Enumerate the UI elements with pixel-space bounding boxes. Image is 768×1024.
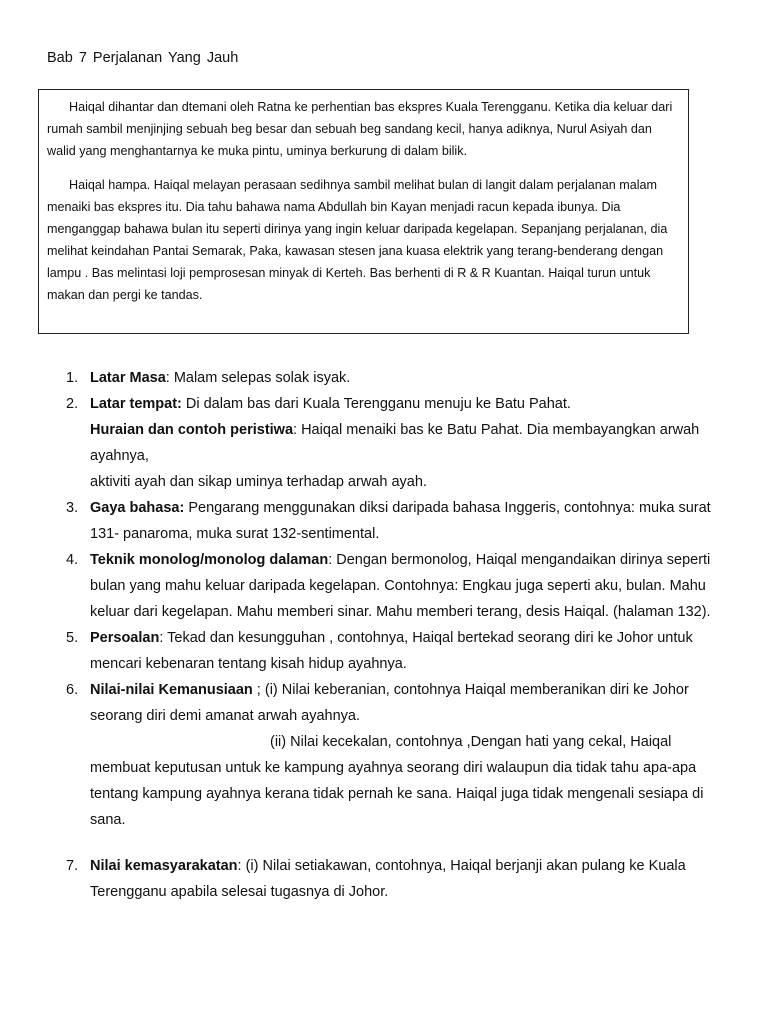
item-number: 1. bbox=[66, 370, 79, 386]
list-item bbox=[66, 853, 726, 905]
item-label: Nilai-nilai Kemanusiaan bbox=[90, 682, 253, 698]
page-title: Bab 7 Perjalanan Yang Jauh bbox=[47, 50, 239, 66]
item-label: Teknik monolog/monolog dalaman bbox=[90, 552, 329, 568]
item-text: : Tekad dan kesungguhan , contohnya, Haiqal bertekad seorang diri ke Johor untuk mencari kebenaran tentang kisah hidup ayahnya. bbox=[90, 630, 693, 672]
item-number: 2. bbox=[66, 396, 79, 412]
item-number: 5. bbox=[66, 630, 79, 646]
list-item bbox=[66, 547, 726, 625]
item-content bbox=[90, 391, 726, 495]
item-number: 3. bbox=[66, 500, 79, 516]
item-sublabel: Huraian dan contoh peristiwa bbox=[90, 422, 294, 438]
item-subtext: : Haiqal menaiki bas ke Batu Pahat. Dia membayangkan arwah ayahnya, bbox=[90, 422, 700, 464]
list-item bbox=[66, 625, 726, 677]
list-item bbox=[66, 677, 726, 833]
item-label: Latar Masa bbox=[90, 370, 166, 386]
item-subtext: (ii) Nilai kecekalan, contohnya ,Dengan hati yang cekal, Haiqal bbox=[270, 734, 672, 750]
item-label: Gaya bahasa: bbox=[90, 500, 185, 516]
item-content bbox=[90, 365, 726, 391]
item-label: Persoalan bbox=[90, 630, 160, 646]
item-content bbox=[90, 625, 726, 677]
item-content bbox=[90, 495, 726, 547]
list-item bbox=[66, 365, 726, 391]
item-text: Di dalam bas dari Kuala Terengganu menuju ke Batu Pahat. bbox=[181, 396, 571, 412]
item-text: : Dengan bermonolog, Haiqal mengandaikan dirinya seperti bulan yang mahu keluar daripada kegelapan. Contohnya: Engkau juga seperti aku, bulan. Mahu keluar dari kegelapan. Mahu memberi sinar. Mahu memberi terang, desis Haiqal. (halaman 132). bbox=[90, 552, 711, 620]
item-number: 6. bbox=[66, 682, 79, 698]
item-content bbox=[90, 677, 726, 833]
list-item bbox=[66, 495, 726, 547]
passage-paragraph-2: Haiqal hampa. Haiqal melayan perasaan sedihnya sambil melihat bulan di langit dalam perjalanan malam menaiki bas ekspres itu. Dia tahu bahawa nama Abdullah bin Kayan menjadi racun kepada ibunya. Dia menganggap bahawa bulan itu seperti dirinya yang ingin keluar daripada kegelapan. Sepanjang perjalanan, dia melihat keindahan Pantai Semarak, Paka, kawasan stesen jana kuasa elektrik yang terang-benderang dengan lampu . Bas melintasi loji pemprosesan minyak di Kerteh. Bas berhenti di R & R Kuantan. Haiqal turun untuk makan dan pergi ke tandas. bbox=[47, 178, 668, 302]
item-label: Nilai kemasyarakatan bbox=[90, 858, 238, 874]
list-item bbox=[66, 391, 726, 495]
passage-box bbox=[38, 89, 689, 334]
item-content bbox=[90, 853, 726, 905]
item-text: ; (i) Nilai keberanian, contohnya Haiqal memberanikan diri ke Johor seorang diri demi amanat arwah ayahnya. bbox=[90, 682, 689, 724]
item-number: 4. bbox=[66, 552, 79, 568]
item-number: 7. bbox=[66, 858, 79, 874]
notes-list bbox=[66, 365, 726, 905]
item-text: Pengarang menggunakan diksi daripada bahasa Inggeris, contohnya: muka surat 131- panaroma, muka surat 132-sentimental. bbox=[90, 500, 711, 542]
item-text: : Malam selepas solak isyak. bbox=[165, 370, 351, 386]
item-text: : (i) Nilai setiakawan, contohnya, Haiqal berjanji akan pulang ke Kuala Terengganu apabila selesai tugasnya di Johor. bbox=[90, 858, 686, 900]
item-content bbox=[90, 547, 726, 625]
item-label: Latar tempat: bbox=[90, 396, 182, 412]
item-subtext-continued: membuat keputusan untuk ke kampung ayahnya seorang diri walaupun dia tidak tahu apa-apa tentang kampung ayahnya kerana tidak pernah ke sana. Haiqal juga tidak mengenali sesiapa di sana. bbox=[90, 760, 704, 828]
passage-paragraph-1: Haiqal dihantar dan dtemani oleh Ratna ke perhentian bas ekspres Kuala Terengganu. Ketika dia keluar dari rumah sambil menjinjing sebuah beg besar dan sebuah beg sandang kecil, hanya adiknya, Nurul Asiyah dan walid yang menghantarnya ke muka pintu, uminya berkurung di dalam bilik. bbox=[47, 100, 673, 158]
item-subtext-continued: aktiviti ayah dan sikap uminya terhadap arwah ayah. bbox=[90, 474, 427, 490]
